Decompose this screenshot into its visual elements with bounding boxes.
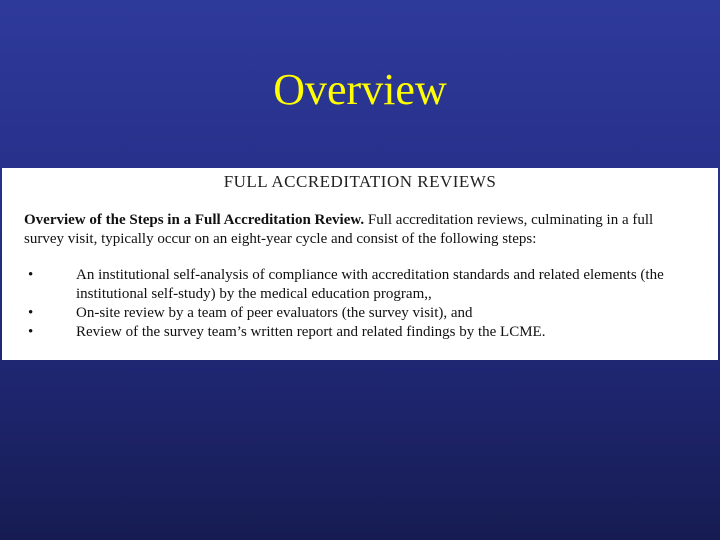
document-heading: FULL ACCREDITATION REVIEWS	[223, 172, 497, 191]
list-item	[24, 304, 694, 323]
step-text: An institutional self-analysis of compliance with accreditation standards and related elements (the institutional self-study) by the medical education program,,	[76, 267, 664, 302]
bullet-icon: •	[28, 267, 34, 283]
step-text: On-site review by a team of peer evaluators (the survey visit), and	[76, 305, 473, 321]
list-item	[24, 323, 694, 342]
document-excerpt	[2, 168, 718, 360]
bullet-icon: •	[28, 305, 34, 321]
slide-title: Overview	[273, 65, 447, 114]
intro-body-text: Full accreditation reviews, culminating in a full survey visit, typically occur on an eight-year cycle and consist of the following steps:	[24, 212, 654, 247]
intro-bold-lead: Overview of the Steps in a Full Accreditation Review.	[24, 212, 365, 228]
bullet-icon: •	[28, 324, 34, 340]
steps-list	[24, 266, 694, 342]
intro-paragraph	[24, 211, 694, 249]
step-text: Review of the survey team’s written report and related findings by the LCME.	[76, 324, 546, 340]
list-item	[24, 266, 694, 304]
